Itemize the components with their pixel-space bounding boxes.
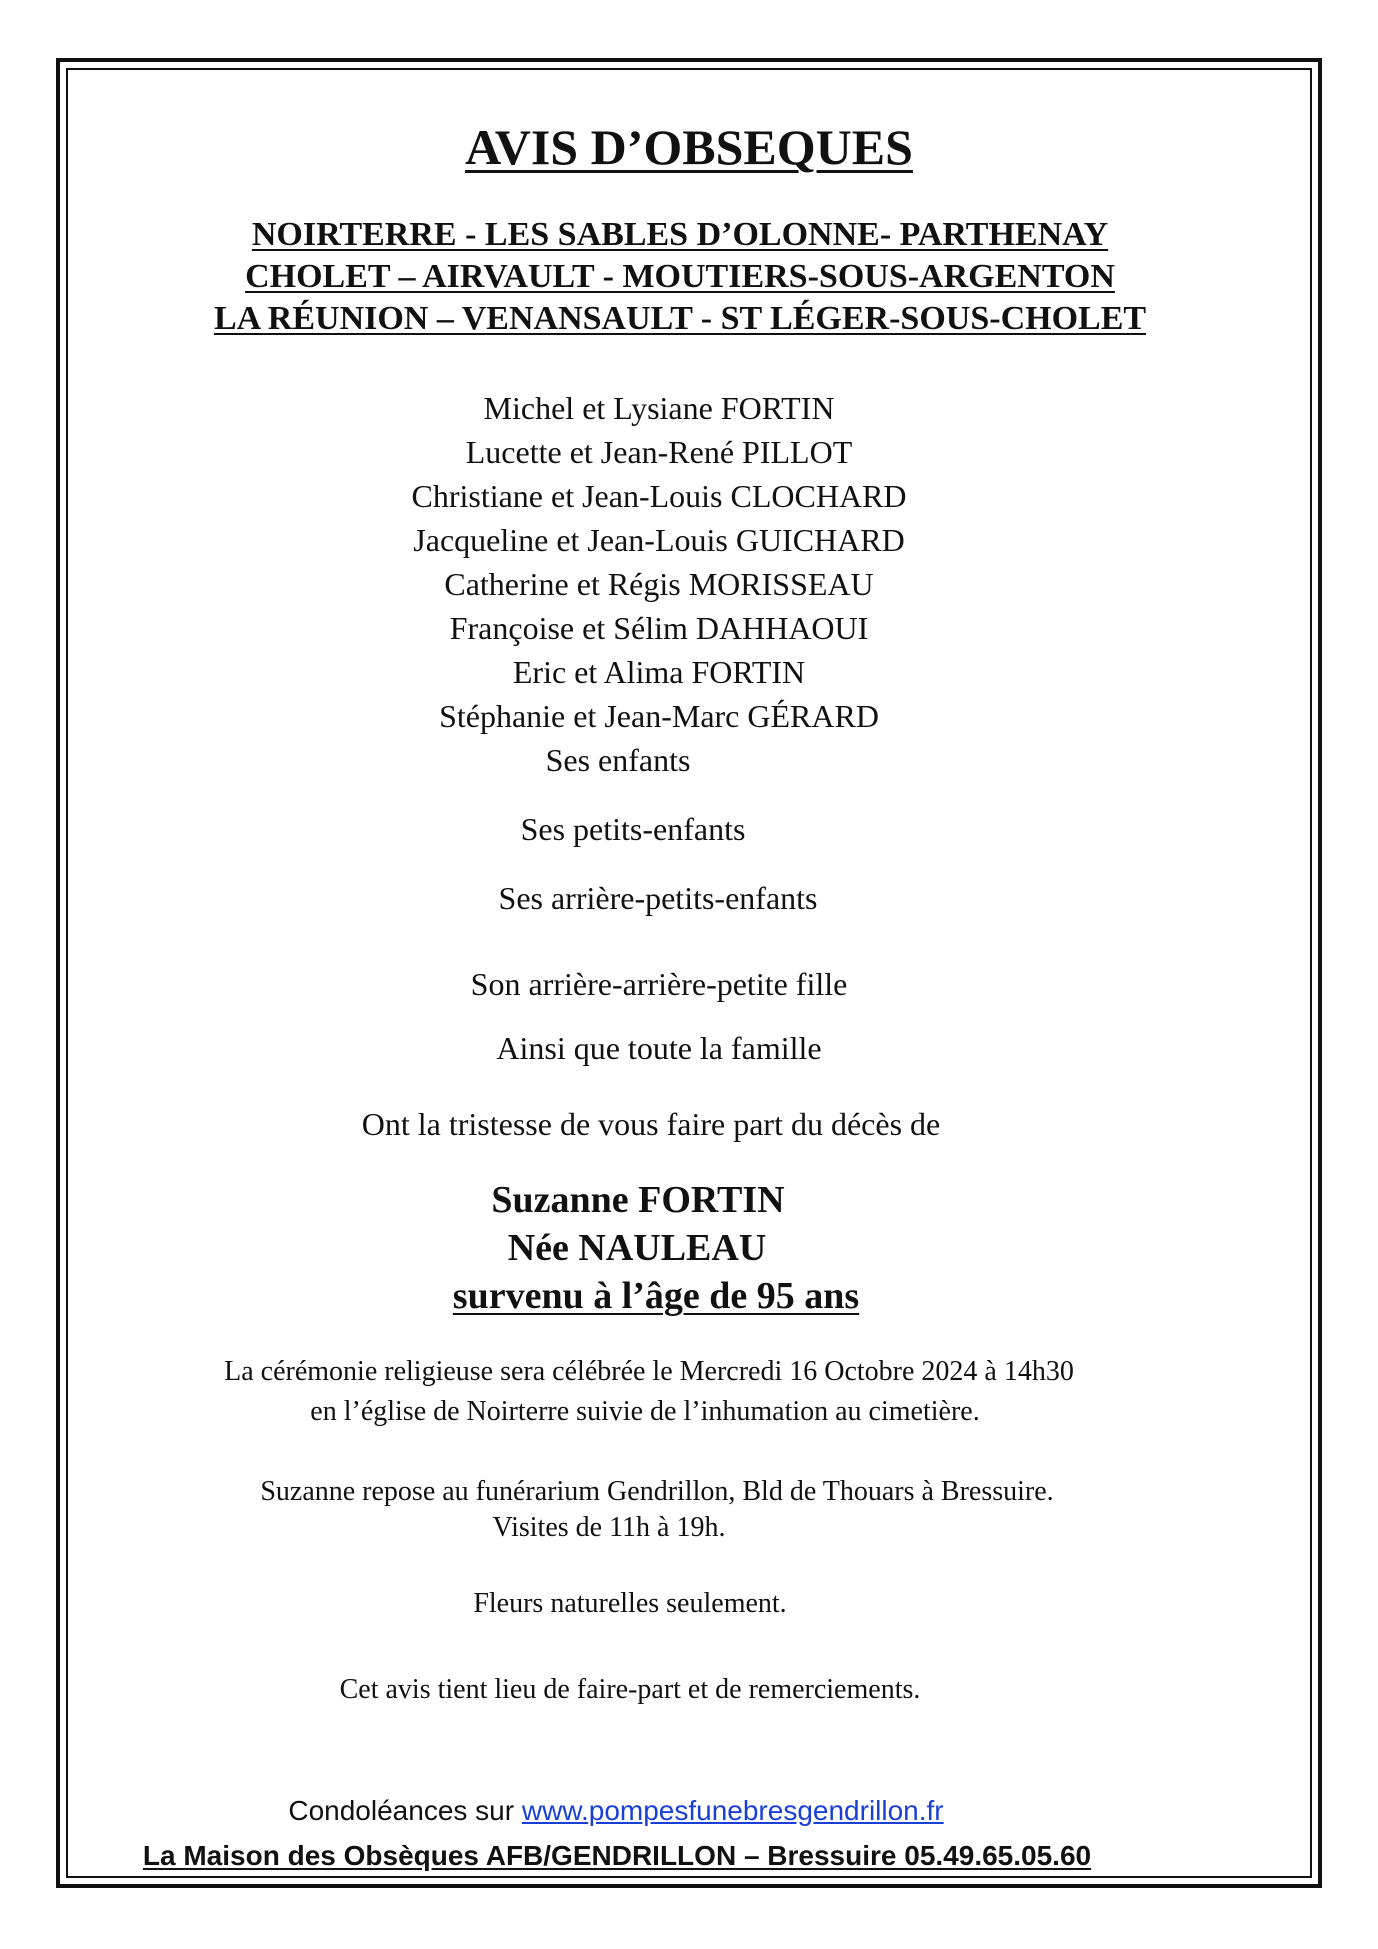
locations-line-1: NOIRTERRE - LES SABLES D’OLONNE- PARTHENAY [251, 216, 1109, 253]
family-member-3: Christiane et Jean-Louis CLOCHARD [411, 478, 907, 514]
family-member-7: Eric et Alima FORTIN [512, 654, 806, 690]
age-line: survenu à l’âge de 95 ans [452, 1275, 860, 1317]
notice-title: AVIS D’OBSEQUES [465, 119, 913, 175]
rest-line-2: Visites de 11h à 19h. [492, 1512, 726, 1543]
deceased-name: Suzanne FORTIN [491, 1179, 785, 1221]
children-label: Ses enfants [545, 742, 691, 778]
ceremony-line-2: en l’église de Noirterre suivie de l’inhumation au cimetière. [310, 1396, 980, 1427]
condolences-link[interactable]: www.pompesfunebresgendrillon.fr [521, 1795, 944, 1826]
family-member-4: Jacqueline et Jean-Louis GUICHARD [413, 522, 905, 558]
locations-line-2: CHOLET – AIRVAULT - MOUTIERS-SOUS-ARGENTON [245, 258, 1115, 295]
family-member-6: Françoise et Sélim DAHHAOUI [449, 610, 869, 646]
family-member-8: Stéphanie et Jean-Marc GÉRARD [439, 698, 879, 734]
flowers-line: Fleurs naturelles seulement. [473, 1588, 787, 1619]
maiden-name: Née NAULEAU [507, 1227, 767, 1269]
condolences-prefix: Condoléances sur [288, 1795, 522, 1826]
whole-family-line: Ainsi que toute la famille [496, 1030, 822, 1066]
family-member-5: Catherine et Régis MORISSEAU [444, 566, 874, 602]
announcement-line: Ont la tristesse de vous faire part du décès de [361, 1106, 941, 1142]
great-grandchildren-label: Ses arrière-petits-enfants [498, 880, 818, 916]
family-member-2: Lucette et Jean-René PILLOT [465, 434, 853, 470]
family-member-1: Michel et Lysiane FORTIN [483, 390, 835, 426]
condolences-line [288, 1795, 943, 1827]
grandchildren-label: Ses petits-enfants [520, 811, 746, 847]
notice-purpose-line: Cet avis tient lieu de faire-part et de remerciements. [339, 1674, 921, 1705]
footer-line: La Maison des Obsèques AFB/GENDRILLON – Bressuire 05.49.65.05.60 [142, 1840, 1092, 1871]
great-great-granddaughter-label: Son arrière-arrière-petite fille [470, 966, 848, 1002]
rest-line-1: Suzanne repose au funérarium Gendrillon, Bld de Thouars à Bressuire. [260, 1476, 1054, 1507]
locations-line-3: LA RÉUNION – VENANSAULT - ST LÉGER-SOUS-CHOLET [213, 300, 1147, 337]
ceremony-line-1: La cérémonie religieuse sera célébrée le Mercredi 16 Octobre 2024 à 14h30 [224, 1356, 1074, 1387]
